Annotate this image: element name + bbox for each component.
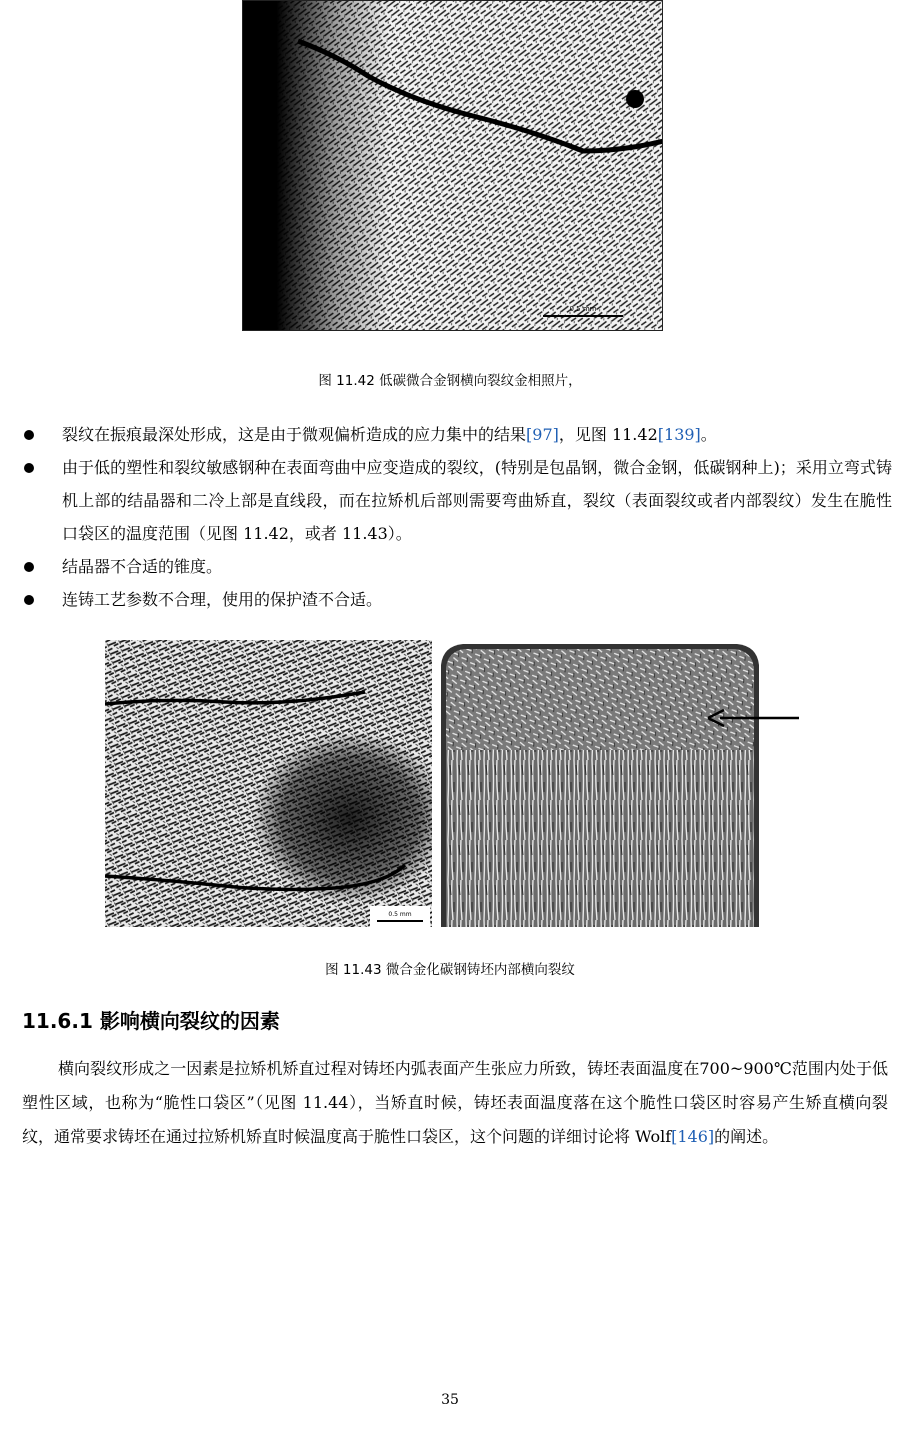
bullet-text: 。 bbox=[700, 425, 717, 444]
bullet-icon bbox=[24, 595, 34, 605]
paragraph-text: 横向裂纹形成之一因素是拉矫机矫直过程对铸坯内弧表面产生张应力所致，铸坯表面温度在700~900℃范围内处于低塑性区域，也称为“脆性口袋区”（见图 11.44），当矫直时候，铸坯表面温度落在这个脆性口袋区时容易产生矫直横向裂纹，通常要求铸坯在通过拉矫机矫直时候温度高于脆性口袋区，这个问题的详细讨论将 Wolf bbox=[22, 1059, 888, 1146]
micrograph-low-carbon-crack bbox=[242, 0, 663, 331]
bullet-text: 裂纹在振痕最深处形成，这是由于微观偏析造成的应力集中的结果 bbox=[62, 425, 527, 444]
citation-link[interactable]: [97] bbox=[526, 425, 559, 444]
bullet-text: ，见图 11.42 bbox=[558, 425, 658, 444]
scale-bar-label: 0.5 mm bbox=[569, 305, 597, 313]
micrograph-microalloyed-crack bbox=[105, 640, 432, 927]
bullet-icon bbox=[24, 562, 34, 572]
citation-link[interactable]: [139] bbox=[657, 425, 701, 444]
bullet-text: 结晶器不合适的锥度。 bbox=[62, 557, 223, 576]
citation-link[interactable]: [146] bbox=[671, 1127, 715, 1146]
page-number: 35 bbox=[441, 1392, 459, 1408]
paragraph-text: 的阐述。 bbox=[714, 1127, 779, 1146]
body-paragraph bbox=[22, 1052, 888, 1154]
macrograph-image bbox=[437, 640, 762, 927]
micrograph-image bbox=[105, 640, 432, 927]
list-item bbox=[24, 550, 892, 583]
arrow-left-icon bbox=[706, 708, 801, 728]
figure-caption-11-42: 图 11.42 低碳微合金钢横向裂纹金相照片， bbox=[318, 373, 582, 389]
list-item bbox=[24, 418, 892, 451]
bullet-icon bbox=[24, 463, 34, 473]
bullet-text: 由于低的塑性和裂纹敏感钢种在表面弯曲中应变造成的裂纹，(特别是包晶钢，微合金钢，低碳钢种上)；采用立弯式铸机上部的结晶器和二冷上部是直线段，而在拉矫机后部则需要弯曲矫直，裂纹（表面裂纹或者内部裂纹）发生在脆性口袋区的温度范围（见图 11.42，或者 11.43）。 bbox=[62, 458, 892, 543]
bullet-list bbox=[24, 418, 892, 616]
list-item bbox=[24, 583, 892, 616]
scale-bar-label: 0.5 mm bbox=[388, 911, 412, 918]
bullet-icon bbox=[24, 430, 34, 440]
list-item bbox=[24, 451, 892, 550]
figure-caption-11-43: 图 11.43 微合金化碳钢铸坯内部横向裂纹 bbox=[325, 962, 575, 978]
micrograph-image bbox=[243, 1, 663, 331]
section-heading: 11.6.1 影响横向裂纹的因素 bbox=[22, 1009, 280, 1033]
bullet-text: 连铸工艺参数不合理，使用的保护渣不合适。 bbox=[62, 590, 383, 609]
macrograph-cast-slab bbox=[437, 640, 762, 927]
